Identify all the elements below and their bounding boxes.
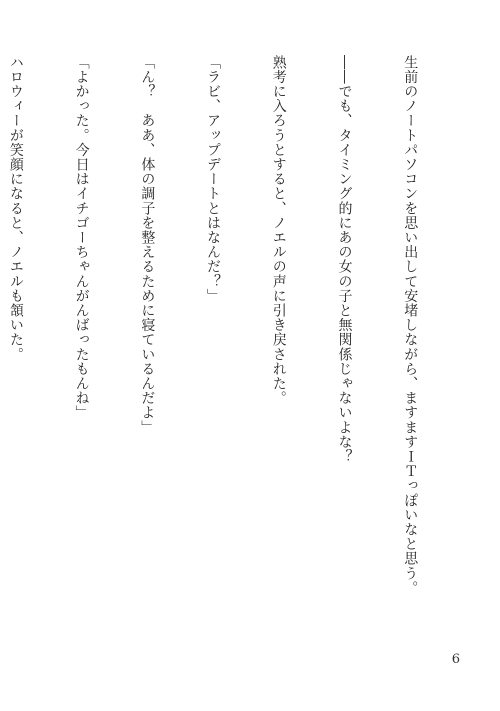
text-line: 「ん？ ああ、体の調子を整えるために寝ているんだよ」 <box>139 55 156 435</box>
page-number: 6 <box>451 652 460 667</box>
vertical-text-body <box>0 55 464 630</box>
text-line: ――でも、タイミング的にあの女の子と無関係じゃないよな？ <box>336 55 353 464</box>
text-line: ハロウィーが笑顔になると、ノエルも頷いた。 <box>7 55 24 362</box>
text-line: 生前のノートパソコンを思い出して安堵しながら、ますますＩＴっぽいなと思う。 <box>402 55 419 596</box>
text-line: 「よかった。今日はイチゴーちゃんがんばったもんね」 <box>73 55 90 420</box>
text-line: 熟考に入ろうとすると、ノエルの声に引き戻された。 <box>270 55 287 406</box>
text-line: 「ラビ、アップデートとはなんだ？」 <box>205 55 222 304</box>
